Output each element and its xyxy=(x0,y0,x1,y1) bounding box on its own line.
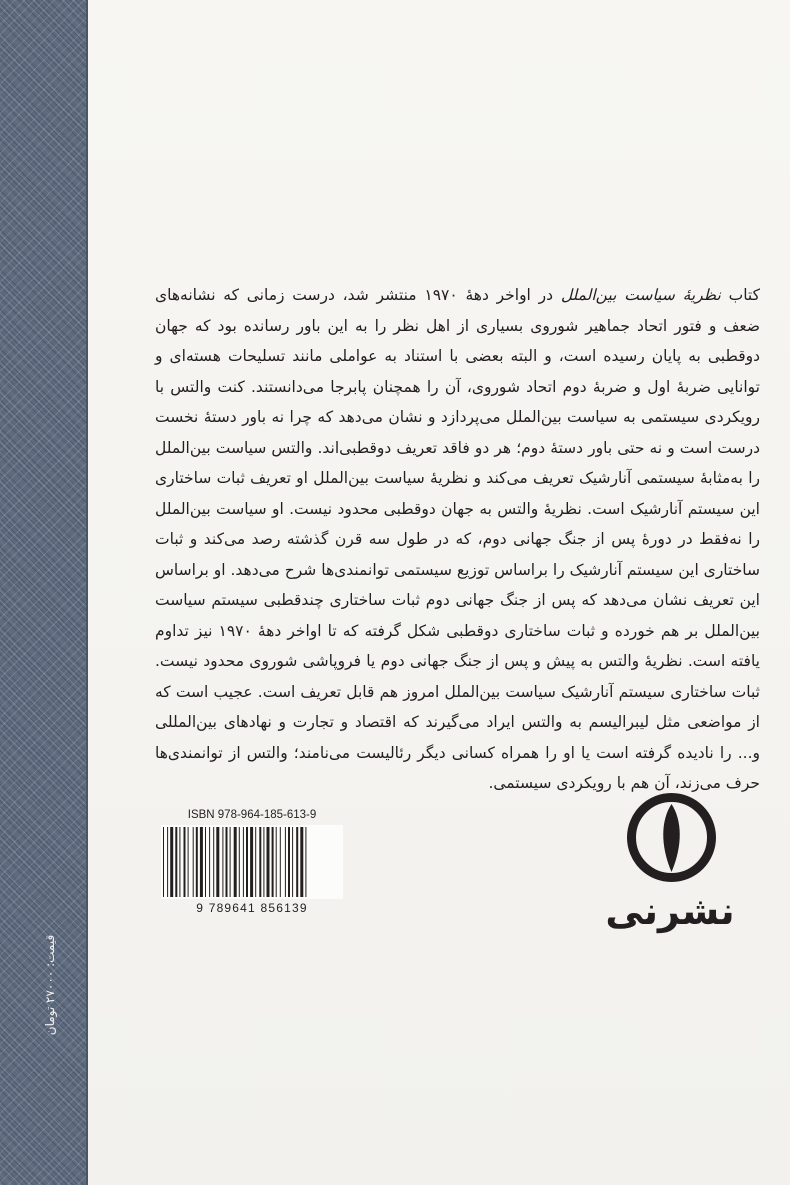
barcode-digits: 9 789641 856139 xyxy=(196,901,308,915)
publisher-name: نشرنی xyxy=(605,889,735,933)
book-title: نظریهٔ سیاست بین‌الملل xyxy=(560,286,721,304)
blurb-body: در اواخر دههٔ ۱۹۷۰ منتشر شد، درست زمانی که نشانه‌های ضعف و فتور اتحاد جماهیر شوروی بسیاری از اهل نظر را به این باور رسانده بود که جهان دوقطبی به پایان رسیده است، و البته بعضی با استناد به عواملی مانند تسلیحات هسته‌ای و توانایی ضربهٔ اول و ضربهٔ دوم اتحاد شوروی، آن را همچنان پابرجا می‌دانستند. کنت والتس با رویکردی سیستمی به سیاست بین‌الملل می‌پردازد و نشان می‌دهد که چرا نه باور دستهٔ نخست درست است و نه حتی باور دستهٔ دوم؛ هر دو فاقد تعریف دوقطبی‌اند. والتس سیاست بین‌الملل را به‌مثابهٔ سیستمی آنارشیک تعریف می‌کند و نظریهٔ سیاست بین‌الملل او تعریف ثبات ساختاری این سیستم آنارشیک است. نظریهٔ والتس به جهان دوقطبی محدود نیست. او سیاست بین‌الملل را نه‌فقط در دورهٔ پس از جنگ جهانی دوم، که در طول سه قرن گذشته رصد می‌کند و ثبات ساختاری این سیستم آنارشیک را براساس توزیع سیستمی توانمندی‌ها شرح می‌دهد. او براساس این تعریف نشان می‌دهد که پس از جنگ جهانی دوم ثبات ساختاری چندقطبی سیستم سیاست بین‌الملل بر هم خورده و ثبات ساختاری دوقطبی شکل گرفته که تا اواخر دههٔ ۱۹۷۰ نیز تداوم یافته است. نظریهٔ والتس به پیش و پس از جنگ جهانی دوم یا فروپاشی شوروی محدود نیست. ثبات ساختاری سیستم آنارشیک سیاست بین‌الملل امروز هم قابل تعریف است. عجیب است که از مواضعی مثل لیبرالیسم به والتس ایراد می‌گیرند که اقتصاد و تجارت و نهادهای بین‌المللی و... را نادیده گرفته است یا او را همراه کسانی دیگر رئالیست می‌نامند؛ والتس از توانمندی‌ها حرف می‌زند، آن هم با رویکردی سیستمی. xyxy=(155,286,760,792)
price-text: قیمت: ۲۷۰۰۰ تومان xyxy=(43,934,58,1036)
isbn-number: ISBN 978-964-185-613-9 xyxy=(187,809,317,821)
isbn-barcode-block xyxy=(157,809,347,915)
barcode-bars xyxy=(161,825,343,899)
price-label xyxy=(40,920,60,1050)
book-spine-pattern xyxy=(0,0,88,1185)
back-cover-blurb xyxy=(155,280,760,799)
barcode xyxy=(161,825,343,899)
publisher-logo-icon xyxy=(624,790,719,885)
blurb-lead: کتاب xyxy=(720,286,760,304)
